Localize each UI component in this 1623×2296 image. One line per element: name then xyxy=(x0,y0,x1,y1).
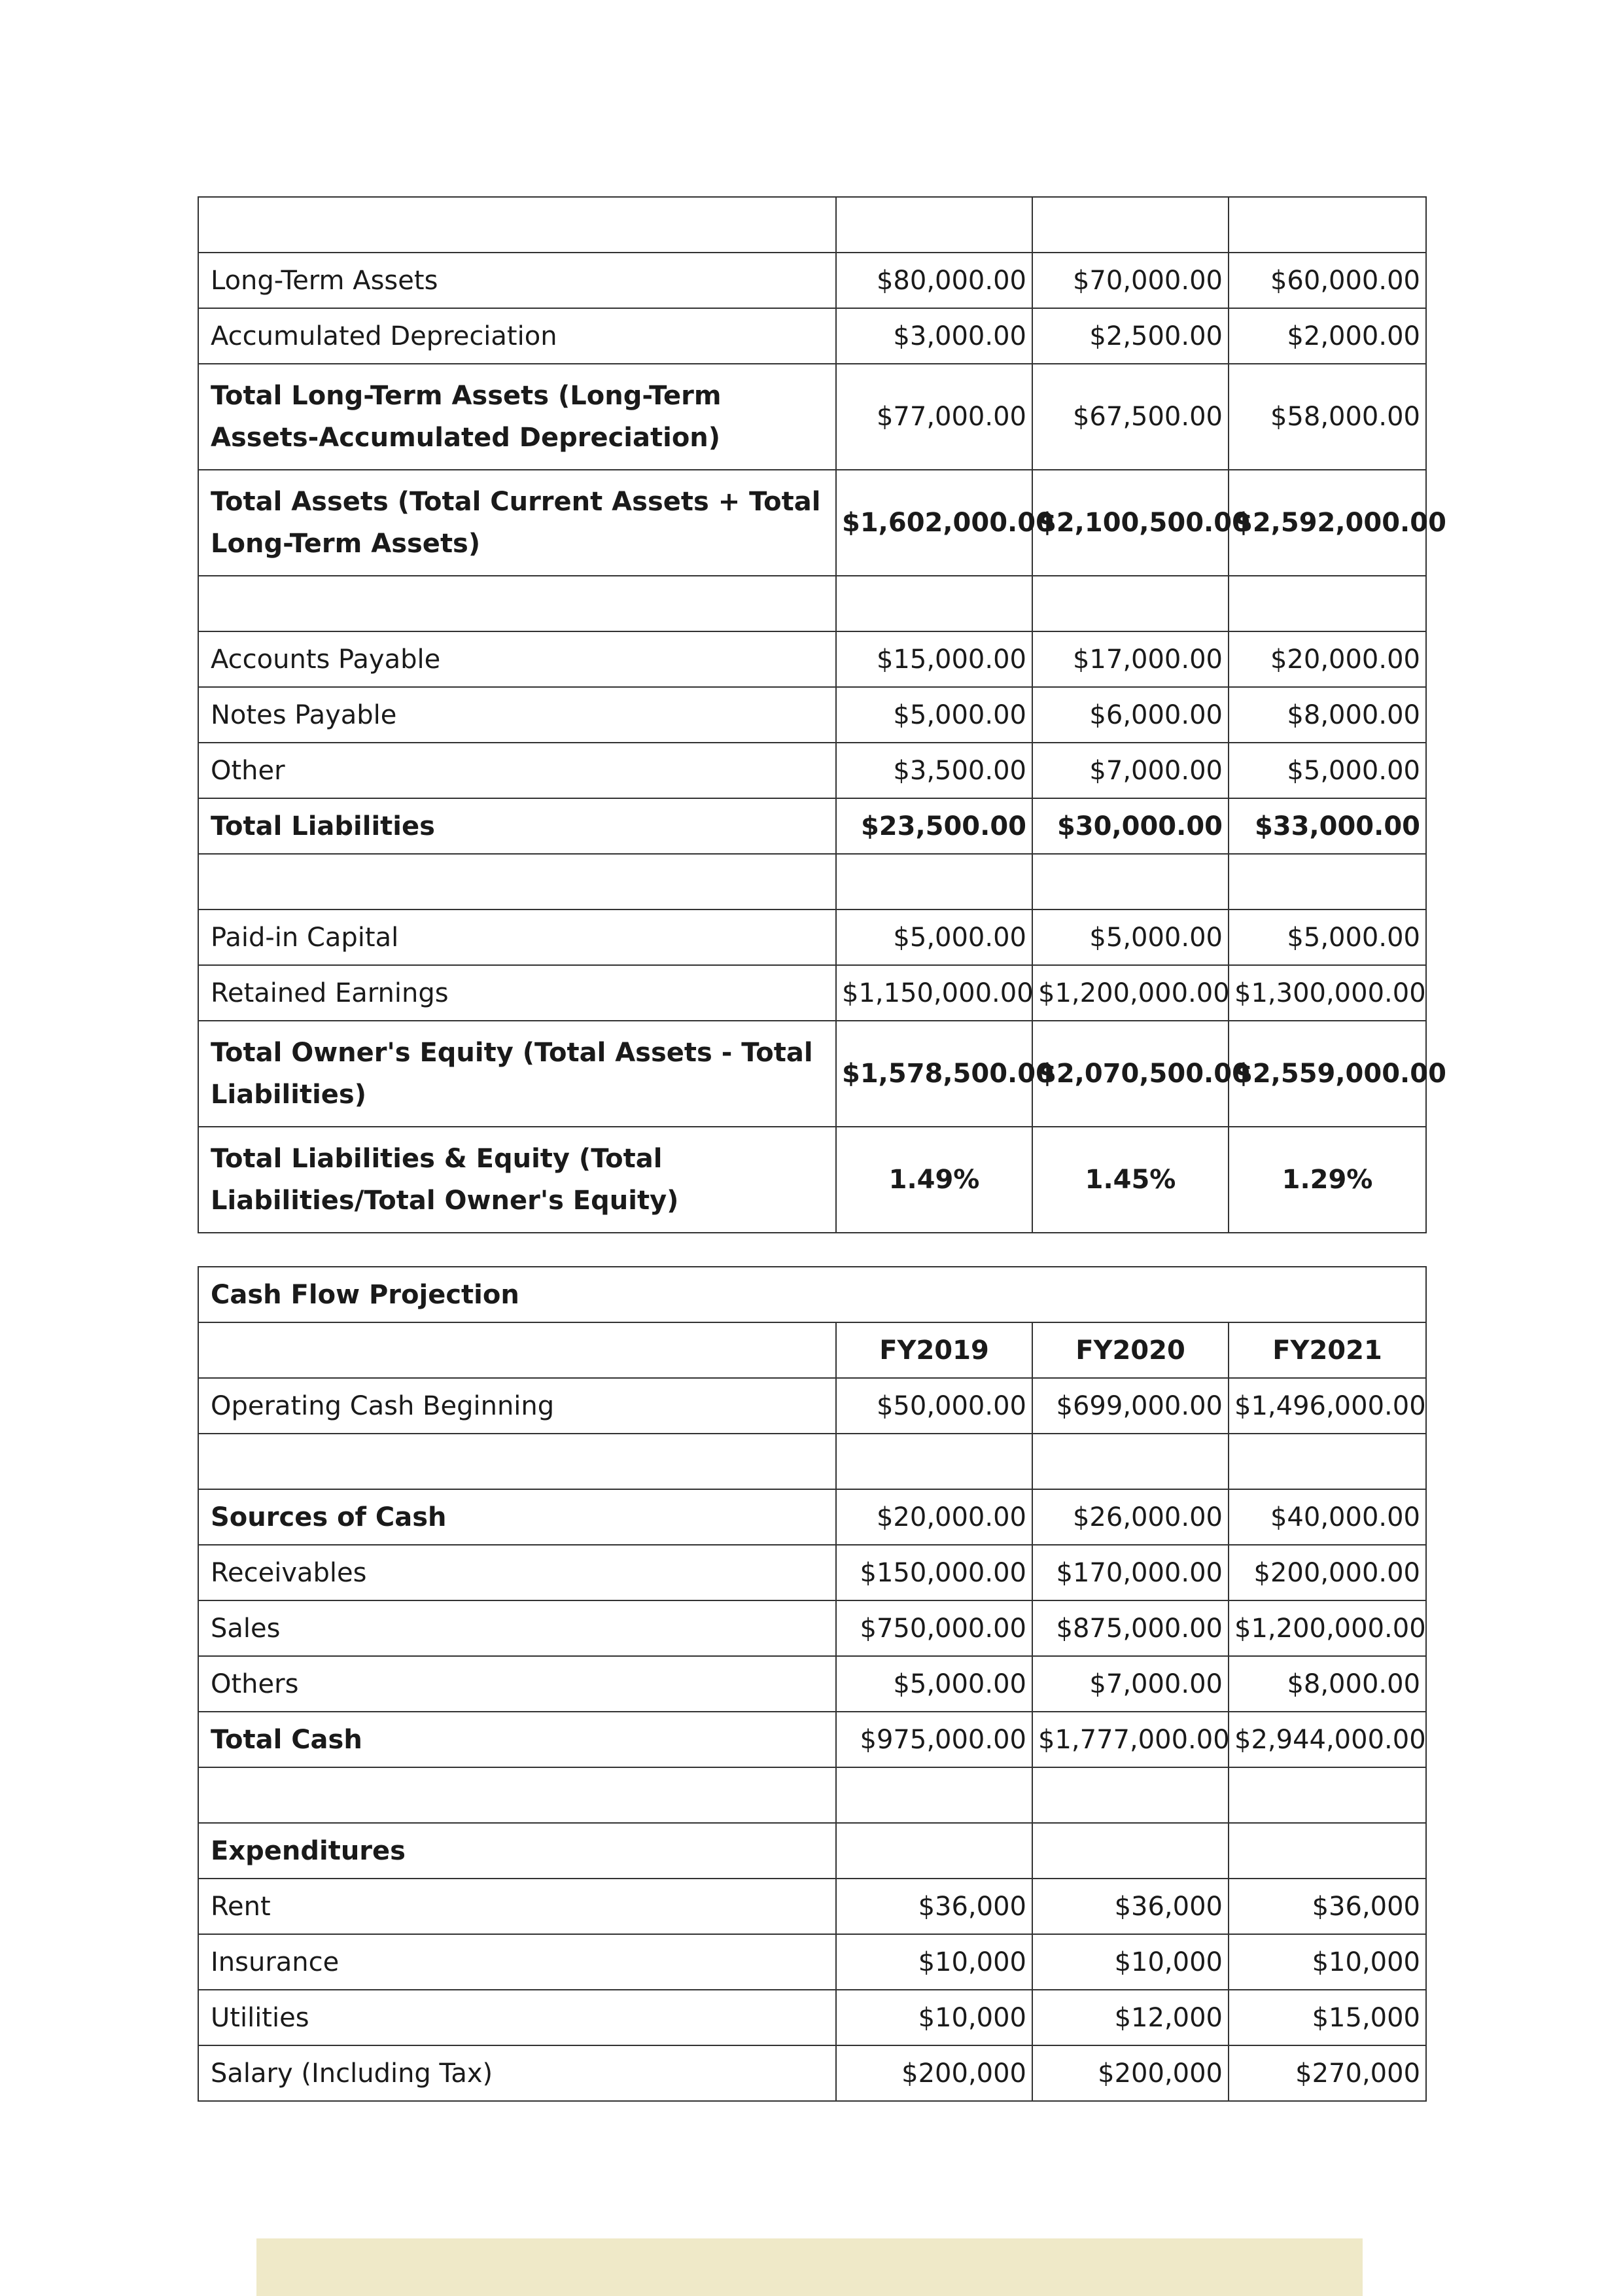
value-cell: $33,000.00 xyxy=(1229,798,1426,854)
value-cell xyxy=(836,1434,1032,1489)
value-cell: $200,000 xyxy=(1032,2045,1229,2101)
table-row xyxy=(198,1378,1426,1434)
header-cell-fy2021: FY2021 xyxy=(1229,1322,1426,1378)
value-cell xyxy=(1032,1823,1229,1879)
table-row xyxy=(198,910,1426,965)
value-cell: $40,000.00 xyxy=(1229,1489,1426,1545)
value-cell: $8,000.00 xyxy=(1229,687,1426,743)
row-label: Total Long-Term Assets (Long-Term Assets-Accumulated Depreciation) xyxy=(198,364,836,470)
value-cell: $23,500.00 xyxy=(836,798,1032,854)
row-label: Accounts Payable xyxy=(198,631,836,687)
value-cell: $2,944,000.00 xyxy=(1229,1712,1426,1767)
table-row xyxy=(198,470,1426,576)
cash-flow-body xyxy=(198,1267,1426,2101)
row-label: Rent xyxy=(198,1879,836,1934)
value-cell: $2,592,000.00 xyxy=(1229,470,1426,576)
value-cell: $1,777,000.00 xyxy=(1032,1712,1229,1767)
row-label xyxy=(198,1434,836,1489)
value-cell: $6,000.00 xyxy=(1032,687,1229,743)
table-row xyxy=(198,1990,1426,2045)
value-cell xyxy=(1032,1767,1229,1823)
table-row xyxy=(198,1656,1426,1712)
value-cell: $7,000.00 xyxy=(1032,1656,1229,1712)
row-label xyxy=(198,197,836,253)
value-cell: $170,000.00 xyxy=(1032,1545,1229,1600)
table-row xyxy=(198,253,1426,308)
value-cell: $50,000.00 xyxy=(836,1378,1032,1434)
table-row xyxy=(198,1021,1426,1127)
value-cell: $875,000.00 xyxy=(1032,1600,1229,1656)
value-cell: $1,200,000.00 xyxy=(1032,965,1229,1021)
cash-flow-table xyxy=(198,1266,1427,2102)
value-cell xyxy=(836,854,1032,910)
value-cell: $10,000 xyxy=(836,1934,1032,1990)
value-cell xyxy=(836,1823,1032,1879)
table-row xyxy=(198,1127,1426,1233)
value-cell: $3,000.00 xyxy=(836,308,1032,364)
value-cell xyxy=(1229,854,1426,910)
value-cell: $3,500.00 xyxy=(836,743,1032,798)
table-row xyxy=(198,1934,1426,1990)
value-cell: $5,000.00 xyxy=(836,687,1032,743)
value-cell xyxy=(1032,576,1229,631)
value-cell: $5,000.00 xyxy=(1032,910,1229,965)
value-cell: $2,559,000.00 xyxy=(1229,1021,1426,1127)
row-label xyxy=(198,576,836,631)
value-cell: 1.29% xyxy=(1229,1127,1426,1233)
value-cell: $975,000.00 xyxy=(836,1712,1032,1767)
value-cell xyxy=(1229,1767,1426,1823)
value-cell xyxy=(1229,197,1426,253)
value-cell: $58,000.00 xyxy=(1229,364,1426,470)
table-row xyxy=(198,798,1426,854)
value-cell xyxy=(836,576,1032,631)
row-label: Total Cash xyxy=(198,1712,836,1767)
table-row xyxy=(198,2045,1426,2101)
table-row xyxy=(198,1600,1426,1656)
value-cell xyxy=(1032,854,1229,910)
row-label: Receivables xyxy=(198,1545,836,1600)
row-label: Sales xyxy=(198,1600,836,1656)
table-row xyxy=(198,687,1426,743)
table-row xyxy=(198,1767,1426,1823)
value-cell: $5,000.00 xyxy=(836,1656,1032,1712)
row-label xyxy=(198,1767,836,1823)
row-label: Total Assets (Total Current Assets + Total Long-Term Assets) xyxy=(198,470,836,576)
footer-band xyxy=(256,2238,1363,2296)
value-cell: $2,500.00 xyxy=(1032,308,1229,364)
row-label: Retained Earnings xyxy=(198,965,836,1021)
row-label: Others xyxy=(198,1656,836,1712)
value-cell: $77,000.00 xyxy=(836,364,1032,470)
value-cell: $1,578,500.00 xyxy=(836,1021,1032,1127)
value-cell: $699,000.00 xyxy=(1032,1378,1229,1434)
table-row xyxy=(198,1823,1426,1879)
value-cell: $5,000.00 xyxy=(1229,743,1426,798)
value-cell: $2,000.00 xyxy=(1229,308,1426,364)
value-cell: $15,000 xyxy=(1229,1990,1426,2045)
value-cell: $2,100,500.00 xyxy=(1032,470,1229,576)
value-cell: $36,000 xyxy=(1032,1879,1229,1934)
value-cell: $36,000 xyxy=(836,1879,1032,1934)
cash-flow-header-row xyxy=(198,1322,1426,1378)
value-cell: $10,000 xyxy=(836,1990,1032,2045)
table-row xyxy=(198,576,1426,631)
table-row xyxy=(198,743,1426,798)
value-cell: $8,000.00 xyxy=(1229,1656,1426,1712)
value-cell: $270,000 xyxy=(1229,2045,1426,2101)
value-cell: $12,000 xyxy=(1032,1990,1229,2045)
value-cell: $750,000.00 xyxy=(836,1600,1032,1656)
value-cell: $1,200,000.00 xyxy=(1229,1600,1426,1656)
row-label: Operating Cash Beginning xyxy=(198,1378,836,1434)
balance-sheet-table xyxy=(198,196,1446,1233)
table-row xyxy=(198,854,1426,910)
value-cell: $2,070,500.00 xyxy=(1032,1021,1229,1127)
value-cell: $7,000.00 xyxy=(1032,743,1229,798)
value-cell: $200,000.00 xyxy=(1229,1545,1426,1600)
value-cell: $1,496,000.00 xyxy=(1229,1378,1426,1434)
row-label: Paid-in Capital xyxy=(198,910,836,965)
header-cell-label xyxy=(198,1322,836,1378)
value-cell: $1,150,000.00 xyxy=(836,965,1032,1021)
cash-flow-title: Cash Flow Projection xyxy=(198,1267,1426,1322)
value-cell: $17,000.00 xyxy=(1032,631,1229,687)
table-row xyxy=(198,965,1426,1021)
row-label: Expenditures xyxy=(198,1823,836,1879)
value-cell: $67,500.00 xyxy=(1032,364,1229,470)
value-cell: $36,000 xyxy=(1229,1879,1426,1934)
value-cell: 1.45% xyxy=(1032,1127,1229,1233)
value-cell xyxy=(1229,1823,1426,1879)
value-cell: $5,000.00 xyxy=(1229,910,1426,965)
table-row xyxy=(198,1545,1426,1600)
cash-flow-title-row xyxy=(198,1267,1426,1322)
value-cell: $10,000 xyxy=(1032,1934,1229,1990)
value-cell: $26,000.00 xyxy=(1032,1489,1229,1545)
row-label: Other xyxy=(198,743,836,798)
value-cell: 1.49% xyxy=(836,1127,1032,1233)
row-label: Salary (Including Tax) xyxy=(198,2045,836,2101)
row-label: Utilities xyxy=(198,1990,836,2045)
value-cell: $200,000 xyxy=(836,2045,1032,2101)
value-cell: $15,000.00 xyxy=(836,631,1032,687)
header-cell-fy2019: FY2019 xyxy=(836,1322,1032,1378)
value-cell xyxy=(1032,1434,1229,1489)
table-row xyxy=(198,1434,1426,1489)
table-row xyxy=(198,631,1426,687)
value-cell: $20,000.00 xyxy=(1229,631,1426,687)
value-cell: $80,000.00 xyxy=(836,253,1032,308)
value-cell xyxy=(836,197,1032,253)
table-row xyxy=(198,197,1426,253)
value-cell: $150,000.00 xyxy=(836,1545,1032,1600)
row-label: Notes Payable xyxy=(198,687,836,743)
row-label: Total Liabilities & Equity (Total Liabilities/Total Owner's Equity) xyxy=(198,1127,836,1233)
value-cell: $20,000.00 xyxy=(836,1489,1032,1545)
header-cell-fy2020: FY2020 xyxy=(1032,1322,1229,1378)
row-label: Total Liabilities xyxy=(198,798,836,854)
table-row xyxy=(198,1712,1426,1767)
table-row xyxy=(198,308,1426,364)
row-label: Total Owner's Equity (Total Assets - Total Liabilities) xyxy=(198,1021,836,1127)
value-cell: $1,602,000.00 xyxy=(836,470,1032,576)
value-cell xyxy=(1229,576,1426,631)
value-cell xyxy=(1229,1434,1426,1489)
value-cell: $60,000.00 xyxy=(1229,253,1426,308)
row-label: Insurance xyxy=(198,1934,836,1990)
table-row xyxy=(198,1879,1426,1934)
value-cell: $5,000.00 xyxy=(836,910,1032,965)
row-label: Long-Term Assets xyxy=(198,253,836,308)
value-cell: $1,300,000.00 xyxy=(1229,965,1426,1021)
table-row xyxy=(198,1489,1426,1545)
row-label: Sources of Cash xyxy=(198,1489,836,1545)
value-cell xyxy=(1032,197,1229,253)
value-cell: $10,000 xyxy=(1229,1934,1426,1990)
value-cell: $30,000.00 xyxy=(1032,798,1229,854)
table-row xyxy=(198,364,1426,470)
row-label: Accumulated Depreciation xyxy=(198,308,836,364)
balance-sheet-body xyxy=(198,197,1446,1233)
value-cell xyxy=(836,1767,1032,1823)
row-label xyxy=(198,854,836,910)
value-cell: $70,000.00 xyxy=(1032,253,1229,308)
